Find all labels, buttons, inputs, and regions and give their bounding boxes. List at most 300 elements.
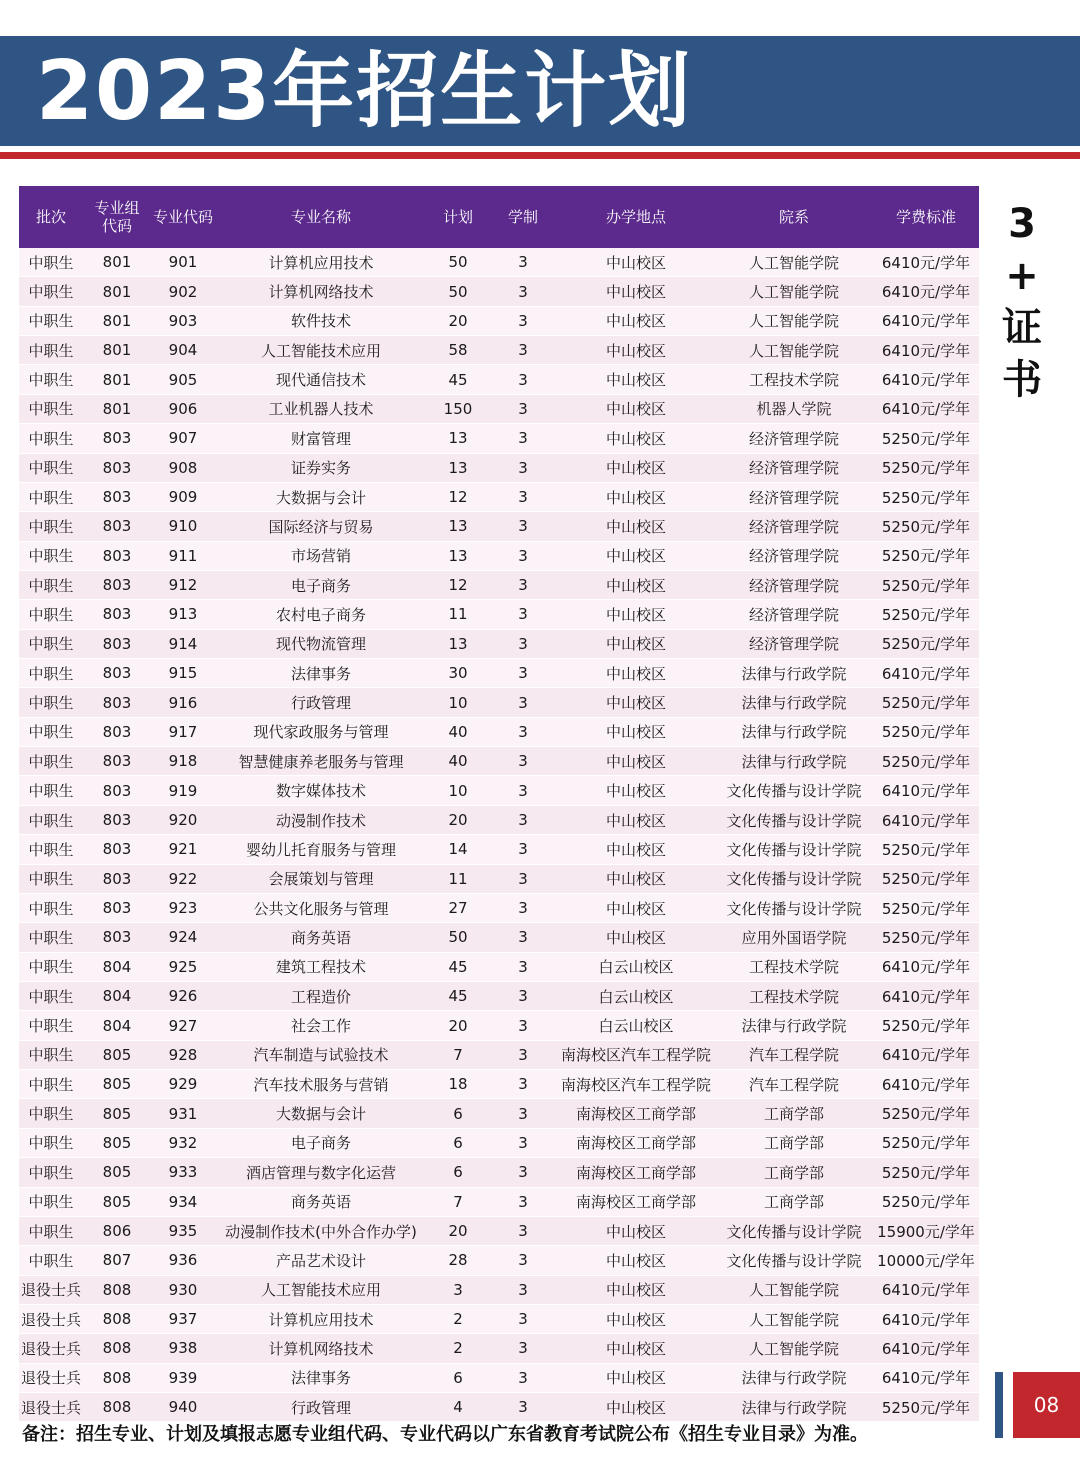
- header-major-code: 专业代码: [151, 186, 215, 248]
- cell-major-code: 912: [151, 570, 215, 599]
- cell-campus: 中山校区: [557, 248, 715, 277]
- cell-group-code: 803: [83, 835, 151, 864]
- table-row: [19, 1363, 979, 1392]
- cell-group-code: 803: [83, 717, 151, 746]
- header-duration: 学制: [489, 186, 557, 248]
- cell-department: 工程技术学院: [715, 365, 873, 394]
- side-badge-3-plus-certificate: [998, 198, 1046, 406]
- cell-plan: 3: [427, 1275, 489, 1304]
- cell-batch: 退役士兵: [19, 1363, 83, 1392]
- cell-batch: 中职生: [19, 512, 83, 541]
- cell-major-name: 大数据与会计: [215, 482, 427, 511]
- cell-major-code: 915: [151, 659, 215, 688]
- cell-batch: 中职生: [19, 952, 83, 981]
- cell-group-code: 801: [83, 336, 151, 365]
- header-group-code-line1: 专业组: [94, 199, 140, 217]
- table-row: [19, 688, 979, 717]
- cell-duration: 3: [489, 864, 557, 893]
- cell-campus: 中山校区: [557, 570, 715, 599]
- table-row: [19, 1070, 979, 1099]
- cell-group-code: 805: [83, 1158, 151, 1187]
- cell-major-code: 903: [151, 306, 215, 335]
- cell-tuition: 5250元/学年: [873, 747, 979, 776]
- cell-department: 工程技术学院: [715, 952, 873, 981]
- cell-major-name: 农村电子商务: [215, 600, 427, 629]
- cell-major-code: 937: [151, 1304, 215, 1333]
- table-row: [19, 336, 979, 365]
- cell-plan: 13: [427, 424, 489, 453]
- cell-major-code: 934: [151, 1187, 215, 1216]
- cell-campus: 中山校区: [557, 1393, 715, 1422]
- cell-department: 人工智能学院: [715, 336, 873, 365]
- cell-duration: 3: [489, 306, 557, 335]
- cell-group-code: 803: [83, 805, 151, 834]
- cell-plan: 10: [427, 688, 489, 717]
- cell-batch: 中职生: [19, 1246, 83, 1275]
- cell-campus: 中山校区: [557, 336, 715, 365]
- cell-duration: 3: [489, 1246, 557, 1275]
- cell-campus: 中山校区: [557, 805, 715, 834]
- header-department: 院系: [715, 186, 873, 248]
- side-badge-char: 3: [1008, 201, 1036, 247]
- cell-duration: 3: [489, 747, 557, 776]
- table-row: [19, 659, 979, 688]
- cell-batch: 中职生: [19, 1128, 83, 1157]
- cell-tuition: 5250元/学年: [873, 835, 979, 864]
- cell-major-name: 建筑工程技术: [215, 952, 427, 981]
- cell-department: 法律与行政学院: [715, 688, 873, 717]
- divider-red: [0, 152, 1080, 159]
- table-row: [19, 952, 979, 981]
- cell-major-code: 918: [151, 747, 215, 776]
- cell-major-name: 工业机器人技术: [215, 394, 427, 423]
- cell-department: 应用外国语学院: [715, 923, 873, 952]
- cell-major-name: 商务英语: [215, 923, 427, 952]
- cell-major-name: 电子商务: [215, 1128, 427, 1157]
- side-badge-char: 证: [1002, 305, 1042, 351]
- cell-campus: 中山校区: [557, 365, 715, 394]
- cell-tuition: 5250元/学年: [873, 1011, 979, 1040]
- table-row: [19, 717, 979, 746]
- cell-major-code: 926: [151, 981, 215, 1010]
- cell-tuition: 5250元/学年: [873, 424, 979, 453]
- table-row: [19, 541, 979, 570]
- cell-duration: 3: [489, 923, 557, 952]
- cell-department: 文化传播与设计学院: [715, 1246, 873, 1275]
- cell-major-name: 法律事务: [215, 1363, 427, 1392]
- cell-tuition: 6410元/学年: [873, 1040, 979, 1069]
- cell-tuition: 6410元/学年: [873, 394, 979, 423]
- cell-tuition: 5250元/学年: [873, 453, 979, 482]
- cell-major-name: 软件技术: [215, 306, 427, 335]
- cell-duration: 3: [489, 277, 557, 306]
- cell-duration: 3: [489, 1393, 557, 1422]
- cell-department: 文化传播与设计学院: [715, 835, 873, 864]
- cell-batch: 中职生: [19, 541, 83, 570]
- cell-group-code: 805: [83, 1040, 151, 1069]
- cell-duration: 3: [489, 1040, 557, 1069]
- cell-major-code: 923: [151, 893, 215, 922]
- cell-batch: 中职生: [19, 1158, 83, 1187]
- cell-tuition: 6410元/学年: [873, 1275, 979, 1304]
- cell-campus: 中山校区: [557, 277, 715, 306]
- cell-tuition: 6410元/学年: [873, 659, 979, 688]
- cell-group-code: 801: [83, 306, 151, 335]
- cell-plan: 13: [427, 453, 489, 482]
- cell-plan: 20: [427, 306, 489, 335]
- cell-duration: 3: [489, 717, 557, 746]
- cell-department: 人工智能学院: [715, 306, 873, 335]
- cell-campus: 中山校区: [557, 776, 715, 805]
- cell-tuition: 6410元/学年: [873, 952, 979, 981]
- cell-major-code: 922: [151, 864, 215, 893]
- cell-department: 文化传播与设计学院: [715, 893, 873, 922]
- cell-major-name: 智慧健康养老服务与管理: [215, 747, 427, 776]
- cell-batch: 中职生: [19, 336, 83, 365]
- cell-major-code: 914: [151, 629, 215, 658]
- cell-campus: 中山校区: [557, 1304, 715, 1333]
- cell-major-code: 909: [151, 482, 215, 511]
- cell-major-code: 925: [151, 952, 215, 981]
- table-row: [19, 453, 979, 482]
- cell-plan: 6: [427, 1099, 489, 1128]
- cell-duration: 3: [489, 1070, 557, 1099]
- cell-duration: 3: [489, 1363, 557, 1392]
- cell-tuition: 6410元/学年: [873, 336, 979, 365]
- cell-batch: 中职生: [19, 482, 83, 511]
- page-number: 08: [1013, 1372, 1080, 1438]
- cell-duration: 3: [489, 365, 557, 394]
- cell-department: 法律与行政学院: [715, 1363, 873, 1392]
- cell-campus: 南海校区汽车工程学院: [557, 1040, 715, 1069]
- cell-major-code: 907: [151, 424, 215, 453]
- cell-campus: 南海校区工商学部: [557, 1187, 715, 1216]
- cell-department: 人工智能学院: [715, 248, 873, 277]
- cell-major-name: 证券实务: [215, 453, 427, 482]
- cell-campus: 中山校区: [557, 923, 715, 952]
- cell-major-name: 行政管理: [215, 1393, 427, 1422]
- cell-duration: 3: [489, 336, 557, 365]
- cell-group-code: 801: [83, 394, 151, 423]
- table-row: [19, 306, 979, 335]
- cell-major-name: 市场营销: [215, 541, 427, 570]
- cell-plan: 13: [427, 541, 489, 570]
- table-row: [19, 835, 979, 864]
- cell-major-code: 940: [151, 1393, 215, 1422]
- cell-duration: 3: [489, 600, 557, 629]
- cell-campus: 白云山校区: [557, 952, 715, 981]
- cell-batch: 中职生: [19, 600, 83, 629]
- cell-plan: 2: [427, 1304, 489, 1333]
- cell-group-code: 801: [83, 365, 151, 394]
- cell-major-code: 908: [151, 453, 215, 482]
- cell-duration: 3: [489, 1334, 557, 1363]
- cell-tuition: 5250元/学年: [873, 600, 979, 629]
- table-row: [19, 1334, 979, 1363]
- header-major-name: 专业名称: [215, 186, 427, 248]
- cell-group-code: 801: [83, 248, 151, 277]
- cell-batch: 中职生: [19, 629, 83, 658]
- cell-group-code: 804: [83, 1011, 151, 1040]
- cell-major-code: 927: [151, 1011, 215, 1040]
- cell-plan: 12: [427, 482, 489, 511]
- table-row: [19, 1246, 979, 1275]
- cell-group-code: 808: [83, 1275, 151, 1304]
- table-row: [19, 629, 979, 658]
- cell-campus: 中山校区: [557, 747, 715, 776]
- cell-campus: 中山校区: [557, 306, 715, 335]
- cell-department: 文化传播与设计学院: [715, 805, 873, 834]
- cell-department: 人工智能学院: [715, 1334, 873, 1363]
- cell-group-code: 805: [83, 1099, 151, 1128]
- cell-plan: 6: [427, 1363, 489, 1392]
- table-row: [19, 1393, 979, 1422]
- cell-tuition: 6410元/学年: [873, 365, 979, 394]
- cell-campus: 中山校区: [557, 1363, 715, 1392]
- table-row: [19, 923, 979, 952]
- cell-department: 经济管理学院: [715, 482, 873, 511]
- cell-major-code: 916: [151, 688, 215, 717]
- cell-plan: 11: [427, 864, 489, 893]
- table-row: [19, 365, 979, 394]
- cell-tuition: 5250元/学年: [873, 570, 979, 599]
- cell-campus: 中山校区: [557, 600, 715, 629]
- cell-batch: 中职生: [19, 864, 83, 893]
- cell-batch: 中职生: [19, 394, 83, 423]
- cell-group-code: 803: [83, 688, 151, 717]
- cell-major-code: 931: [151, 1099, 215, 1128]
- cell-tuition: 5250元/学年: [873, 864, 979, 893]
- cell-major-code: 910: [151, 512, 215, 541]
- cell-major-name: 财富管理: [215, 424, 427, 453]
- cell-major-code: 930: [151, 1275, 215, 1304]
- table-row: [19, 1099, 979, 1128]
- cell-major-code: 936: [151, 1246, 215, 1275]
- cell-plan: 20: [427, 1011, 489, 1040]
- cell-department: 经济管理学院: [715, 541, 873, 570]
- cell-department: 工商学部: [715, 1128, 873, 1157]
- cell-major-name: 人工智能技术应用: [215, 1275, 427, 1304]
- cell-group-code: 803: [83, 893, 151, 922]
- cell-major-name: 公共文化服务与管理: [215, 893, 427, 922]
- cell-duration: 3: [489, 424, 557, 453]
- cell-group-code: 805: [83, 1187, 151, 1216]
- cell-plan: 18: [427, 1070, 489, 1099]
- cell-major-name: 大数据与会计: [215, 1099, 427, 1128]
- cell-major-code: 906: [151, 394, 215, 423]
- header-group-code: [83, 186, 151, 248]
- cell-tuition: 5250元/学年: [873, 629, 979, 658]
- cell-plan: 10: [427, 776, 489, 805]
- cell-campus: 中山校区: [557, 1246, 715, 1275]
- cell-plan: 7: [427, 1187, 489, 1216]
- cell-major-code: 904: [151, 336, 215, 365]
- page-number-bar: [995, 1372, 1003, 1438]
- cell-batch: 中职生: [19, 1011, 83, 1040]
- cell-campus: 白云山校区: [557, 1011, 715, 1040]
- cell-tuition: 6410元/学年: [873, 1363, 979, 1392]
- cell-major-code: 901: [151, 248, 215, 277]
- cell-major-name: 汽车技术服务与营销: [215, 1070, 427, 1099]
- cell-major-code: 913: [151, 600, 215, 629]
- cell-plan: 6: [427, 1158, 489, 1187]
- cell-department: 经济管理学院: [715, 453, 873, 482]
- table-row: [19, 570, 979, 599]
- cell-duration: 3: [489, 805, 557, 834]
- cell-department: 经济管理学院: [715, 512, 873, 541]
- cell-major-name: 工程造价: [215, 981, 427, 1010]
- cell-department: 法律与行政学院: [715, 747, 873, 776]
- footnote: 备注：招生专业、计划及填报志愿专业组代码、专业代码以广东省教育考试院公布《招生专业目录》为准。: [22, 1424, 868, 1445]
- cell-tuition: 5250元/学年: [873, 688, 979, 717]
- header-group-code-line2: 代码: [101, 217, 132, 235]
- cell-major-code: 921: [151, 835, 215, 864]
- cell-major-name: 现代物流管理: [215, 629, 427, 658]
- cell-group-code: 803: [83, 541, 151, 570]
- table-row: [19, 1304, 979, 1333]
- cell-group-code: 803: [83, 629, 151, 658]
- cell-duration: 3: [489, 453, 557, 482]
- table-row: [19, 1040, 979, 1069]
- cell-plan: 50: [427, 923, 489, 952]
- cell-major-name: 商务英语: [215, 1187, 427, 1216]
- cell-department: 汽车工程学院: [715, 1040, 873, 1069]
- cell-campus: 南海校区工商学部: [557, 1158, 715, 1187]
- cell-major-code: 902: [151, 277, 215, 306]
- cell-campus: 南海校区汽车工程学院: [557, 1070, 715, 1099]
- cell-major-name: 现代通信技术: [215, 365, 427, 394]
- cell-campus: 中山校区: [557, 541, 715, 570]
- table-row: [19, 424, 979, 453]
- table-row: [19, 1128, 979, 1157]
- cell-campus: 南海校区工商学部: [557, 1128, 715, 1157]
- cell-group-code: 803: [83, 747, 151, 776]
- cell-duration: 3: [489, 629, 557, 658]
- cell-department: 人工智能学院: [715, 1275, 873, 1304]
- cell-department: 文化传播与设计学院: [715, 1216, 873, 1245]
- cell-department: 法律与行政学院: [715, 659, 873, 688]
- cell-duration: 3: [489, 1304, 557, 1333]
- table-row: [19, 776, 979, 805]
- cell-tuition: 5250元/学年: [873, 893, 979, 922]
- cell-major-name: 酒店管理与数字化运营: [215, 1158, 427, 1187]
- cell-department: 法律与行政学院: [715, 1011, 873, 1040]
- cell-tuition: 6410元/学年: [873, 277, 979, 306]
- cell-group-code: 803: [83, 482, 151, 511]
- cell-duration: 3: [489, 1216, 557, 1245]
- cell-tuition: 5250元/学年: [873, 717, 979, 746]
- cell-group-code: 807: [83, 1246, 151, 1275]
- cell-campus: 中山校区: [557, 717, 715, 746]
- cell-plan: 7: [427, 1040, 489, 1069]
- header-batch: 批次: [19, 186, 83, 248]
- cell-batch: 中职生: [19, 1040, 83, 1069]
- table-body: [19, 248, 979, 1422]
- cell-duration: 3: [489, 893, 557, 922]
- cell-plan: 50: [427, 248, 489, 277]
- cell-group-code: 808: [83, 1393, 151, 1422]
- cell-department: 文化传播与设计学院: [715, 776, 873, 805]
- cell-plan: 150: [427, 394, 489, 423]
- table-row: [19, 248, 979, 277]
- cell-plan: 4: [427, 1393, 489, 1422]
- cell-campus: 南海校区工商学部: [557, 1099, 715, 1128]
- cell-campus: 中山校区: [557, 1334, 715, 1363]
- table-row: [19, 277, 979, 306]
- cell-campus: 中山校区: [557, 453, 715, 482]
- cell-major-name: 国际经济与贸易: [215, 512, 427, 541]
- cell-department: 人工智能学院: [715, 277, 873, 306]
- table-row: [19, 482, 979, 511]
- cell-department: 工程技术学院: [715, 981, 873, 1010]
- cell-tuition: 5250元/学年: [873, 541, 979, 570]
- cell-batch: 中职生: [19, 1216, 83, 1245]
- cell-group-code: 804: [83, 952, 151, 981]
- cell-duration: 3: [489, 835, 557, 864]
- cell-plan: 28: [427, 1246, 489, 1275]
- table-row: [19, 1216, 979, 1245]
- cell-duration: 3: [489, 1099, 557, 1128]
- cell-batch: 中职生: [19, 776, 83, 805]
- cell-campus: 中山校区: [557, 688, 715, 717]
- cell-department: 工商学部: [715, 1187, 873, 1216]
- cell-group-code: 803: [83, 923, 151, 952]
- cell-batch: 中职生: [19, 248, 83, 277]
- cell-campus: 中山校区: [557, 424, 715, 453]
- cell-group-code: 803: [83, 453, 151, 482]
- page-title: 2023年招生计划: [36, 44, 693, 139]
- title-banner: [0, 36, 1080, 146]
- table-row: [19, 1187, 979, 1216]
- cell-tuition: 6410元/学年: [873, 805, 979, 834]
- cell-department: 工商学部: [715, 1099, 873, 1128]
- cell-campus: 中山校区: [557, 864, 715, 893]
- cell-tuition: 5250元/学年: [873, 512, 979, 541]
- cell-tuition: 15900元/学年: [873, 1216, 979, 1245]
- cell-batch: 中职生: [19, 453, 83, 482]
- enrollment-table: [19, 186, 979, 1422]
- cell-major-name: 计算机应用技术: [215, 1304, 427, 1333]
- table-row: [19, 805, 979, 834]
- table-row: [19, 747, 979, 776]
- cell-major-name: 数字媒体技术: [215, 776, 427, 805]
- cell-major-name: 电子商务: [215, 570, 427, 599]
- cell-plan: 13: [427, 512, 489, 541]
- cell-department: 汽车工程学院: [715, 1070, 873, 1099]
- cell-plan: 11: [427, 600, 489, 629]
- cell-group-code: 801: [83, 277, 151, 306]
- cell-major-name: 计算机应用技术: [215, 248, 427, 277]
- cell-batch: 中职生: [19, 659, 83, 688]
- cell-group-code: 808: [83, 1304, 151, 1333]
- cell-plan: 13: [427, 629, 489, 658]
- cell-plan: 27: [427, 893, 489, 922]
- cell-department: 机器人学院: [715, 394, 873, 423]
- cell-major-code: 932: [151, 1128, 215, 1157]
- table-row: [19, 1275, 979, 1304]
- cell-department: 经济管理学院: [715, 600, 873, 629]
- cell-duration: 3: [489, 981, 557, 1010]
- cell-plan: 45: [427, 952, 489, 981]
- cell-plan: 30: [427, 659, 489, 688]
- cell-batch: 中职生: [19, 1099, 83, 1128]
- header-tuition: 学费标准: [873, 186, 979, 248]
- cell-batch: 中职生: [19, 365, 83, 394]
- cell-campus: 中山校区: [557, 835, 715, 864]
- cell-tuition: 5250元/学年: [873, 482, 979, 511]
- cell-plan: 20: [427, 1216, 489, 1245]
- cell-group-code: 803: [83, 570, 151, 599]
